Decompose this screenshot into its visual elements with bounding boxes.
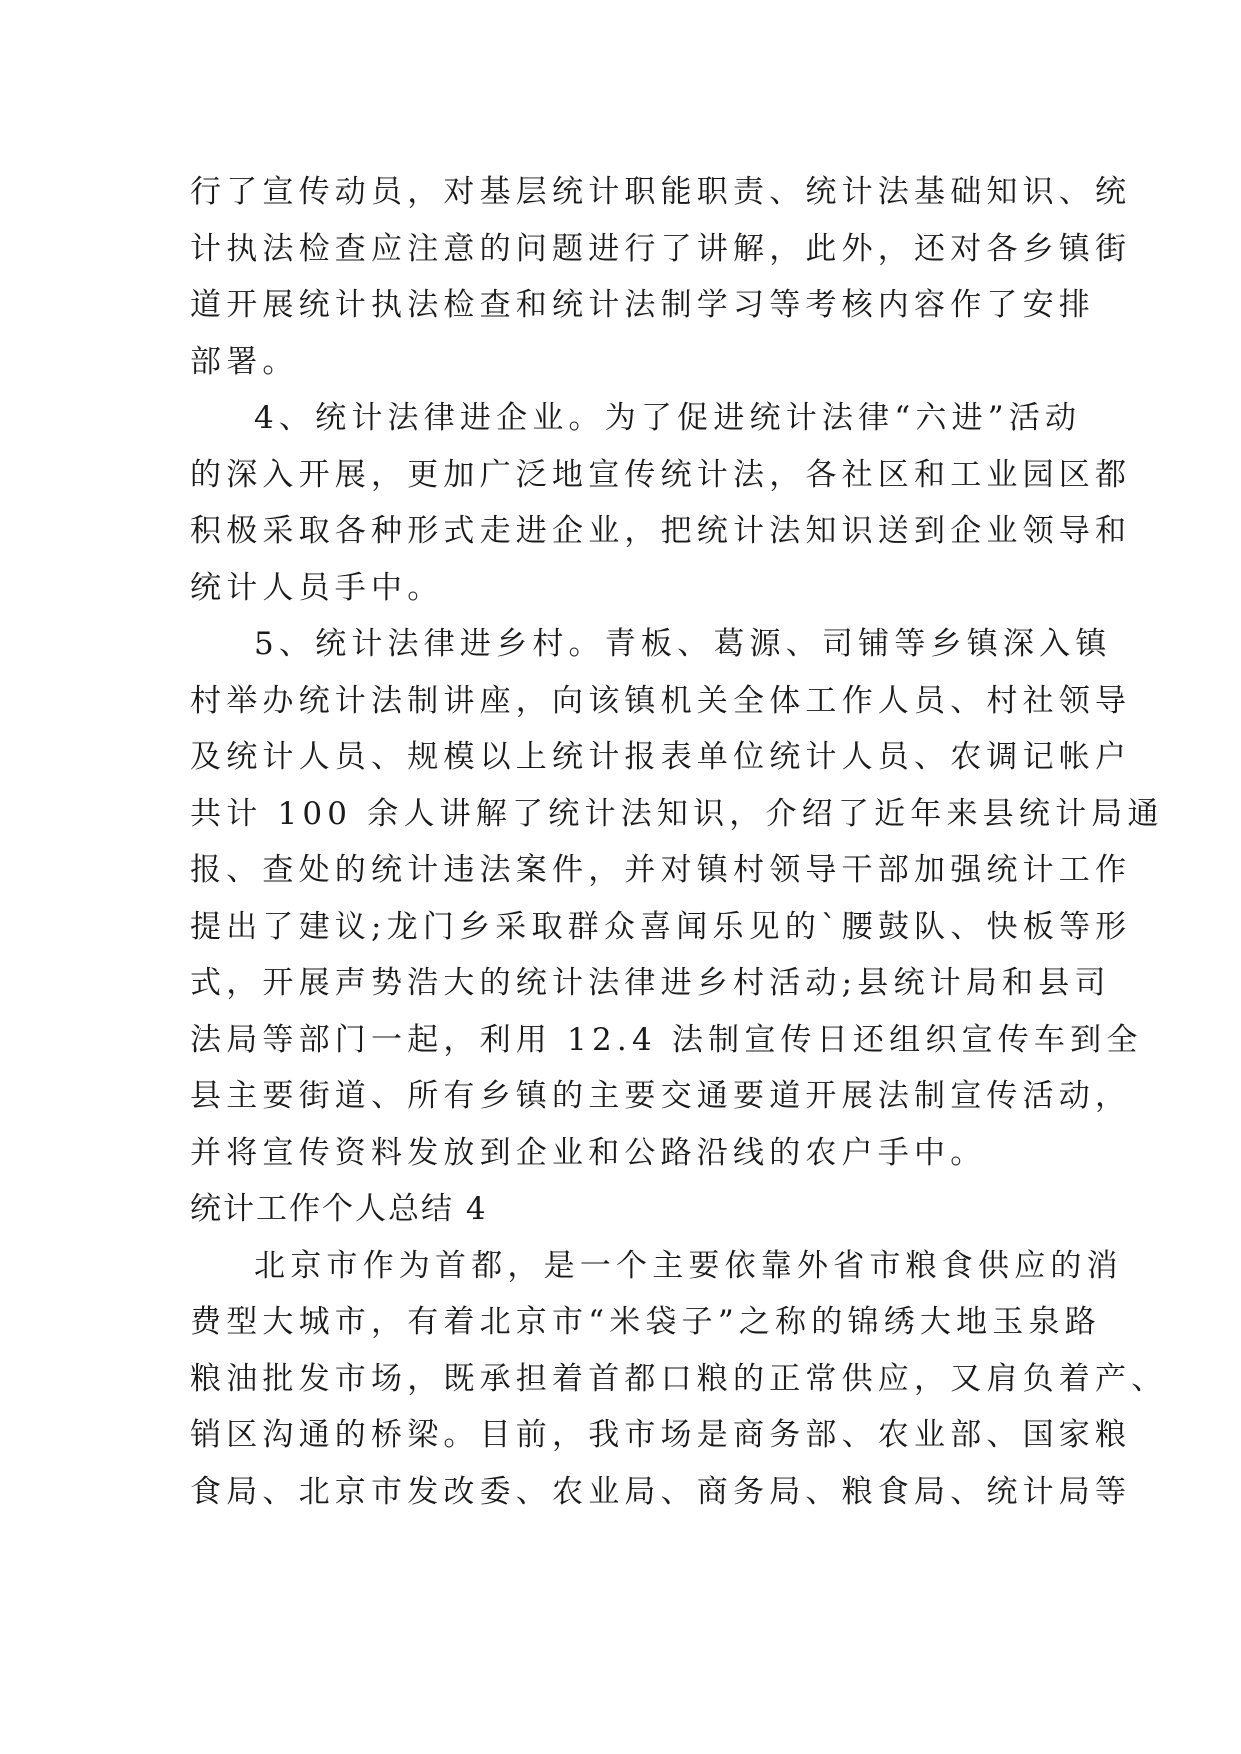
text-line: 法局等部门一起，利用 12.4 法制宣传日还组织宣传车到全 bbox=[190, 1021, 1143, 1058]
text-line: 共计 100 余人讲解了统计法知识，介绍了近年来县统计局通 bbox=[190, 795, 1164, 832]
text-line: 行了宣传动员，对基层统计职能职责、统计法基础知识、统 bbox=[190, 174, 1132, 210]
text-line: 道开展统计执法检查和统计法制学习等考核内容作了安排 bbox=[190, 287, 1095, 323]
text-line: 村举办统计法制讲座，向该镇机关全体工作人员、村社领导 bbox=[190, 682, 1132, 719]
text-line: 费型大城市，有着北京市“米袋子”之称的锦绣大地玉泉路 bbox=[190, 1304, 1101, 1340]
text-line: 北京市作为首都，是一个主要依靠外省市粮食供应的消 bbox=[254, 1247, 1123, 1284]
paragraph-1 bbox=[190, 164, 1132, 390]
text-line: 式，开展声势浩大的统计法律进乡村活动;县统计局和县司 bbox=[190, 965, 1111, 1001]
text-line: 提出了建议;龙门乡采取群众喜闻乐见的`腰鼓队、快板等形 bbox=[190, 908, 1132, 945]
paragraph-4 bbox=[190, 1238, 1168, 1521]
section-heading: 统计工作个人总结 4 bbox=[190, 1191, 488, 1227]
text-line: 销区沟通的桥梁。目前，我市场是商务部、农业部、国家粮 bbox=[190, 1417, 1132, 1453]
text-line: 积极采取各种形式走进企业，把统计法知识送到企业领导和 bbox=[190, 513, 1132, 549]
text-line: 部署。 bbox=[190, 343, 299, 380]
text-line: 统计人员手中。 bbox=[190, 569, 444, 606]
text-line: 4、统计法律进企业。为了促进统计法律“六进”活动 bbox=[254, 400, 1082, 436]
text-line: 报、查处的统计违法案件，并对镇村领导干部加强统计工作 bbox=[190, 852, 1132, 888]
paragraph-3 bbox=[190, 616, 1164, 1181]
text-line: 5、统计法律进乡村。青板、葛源、司铺等乡镇深入镇 bbox=[254, 626, 1112, 662]
text-line: 食局、北京市发改委、农业局、商务局、粮食局、统计局等 bbox=[190, 1473, 1132, 1510]
document-body bbox=[190, 164, 1168, 1520]
text-line: 县主要街道、所有乡镇的主要交通要道开展法制宣传活动， bbox=[190, 1078, 1132, 1114]
text-line: 并将宣传资料发放到企业和公路沿线的农户手中。 bbox=[190, 1134, 987, 1171]
text-line: 及统计人员、规模以上统计报表单位统计人员、农调记帐户 bbox=[190, 739, 1132, 775]
text-line: 计执法检查应注意的问题进行了讲解，此外，还对各乡镇街 bbox=[190, 230, 1132, 267]
text-line: 的深入开展，更加广泛地宣传统计法，各社区和工业园区都 bbox=[190, 456, 1132, 493]
paragraph-2 bbox=[190, 390, 1132, 616]
text-line: 粮油批发市场，既承担着首都口粮的正常供应，又肩负着产、 bbox=[190, 1360, 1168, 1397]
